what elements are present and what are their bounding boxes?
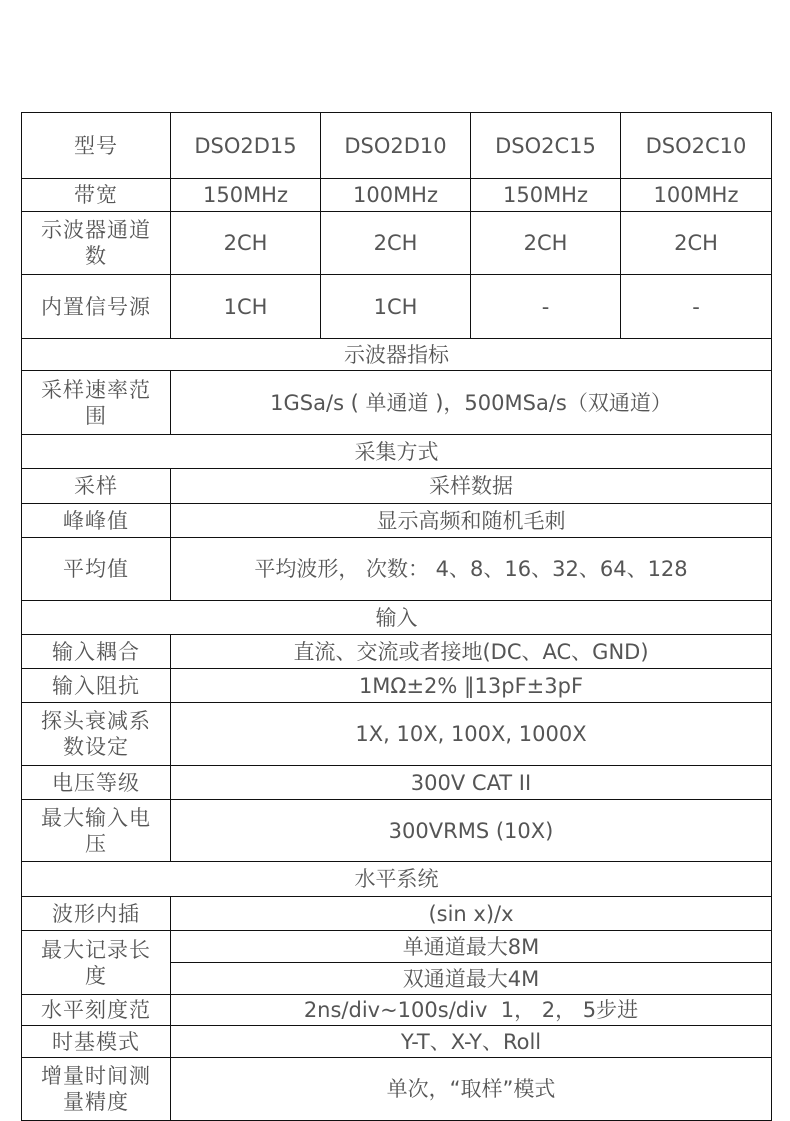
cell: 1GSa/s ( 单通道 )，500MSa/s（双通道）	[171, 371, 772, 435]
cell: 2CH	[171, 212, 321, 275]
cell: 单通道最大8M	[171, 931, 772, 963]
cell: 150MHz	[471, 179, 621, 212]
cell: 直流、交流或者接地(DC、AC、GND)	[171, 635, 772, 669]
cell: -	[471, 275, 621, 339]
table-row	[22, 371, 772, 435]
model-header: 型号	[22, 113, 171, 179]
table-row	[22, 897, 772, 931]
row-label: 增量时间测量精度	[22, 1058, 171, 1121]
cell: 采样数据	[171, 469, 772, 504]
table-row	[22, 469, 772, 504]
row-label: 带宽	[22, 179, 171, 212]
cell: 300V CAT II	[171, 766, 772, 800]
row-label: 最大输入电压	[22, 800, 171, 862]
cell: 双通道最大4M	[171, 963, 772, 995]
cell: 2CH	[321, 212, 471, 275]
section-title: 输入	[22, 601, 772, 635]
row-label: 峰峰值	[22, 504, 171, 538]
cell: 2CH	[471, 212, 621, 275]
row-label: 时基模式	[22, 1026, 171, 1058]
cell: -	[621, 275, 772, 339]
cell: 单次，“取样”模式	[171, 1058, 772, 1121]
cell: 1CH	[171, 275, 321, 339]
cell: (sin x)/x	[171, 897, 772, 931]
cell: Y-T、X-Y、Roll	[171, 1026, 772, 1058]
table-row	[22, 703, 772, 766]
cell: 100MHz	[321, 179, 471, 212]
row-label: 探头衰减系数设定	[22, 703, 171, 766]
model-name: DSO2D10	[321, 113, 471, 179]
row-label: 电压等级	[22, 766, 171, 800]
row-label: 波形内插	[22, 897, 171, 931]
row-label: 采样速率范围	[22, 371, 171, 435]
cell: 2ns/div~100s/div 1， 2， 5步进	[171, 995, 772, 1026]
row-label: 采样	[22, 469, 171, 504]
row-label: 输入耦合	[22, 635, 171, 669]
table-row	[22, 635, 772, 669]
row-label: 输入阻抗	[22, 669, 171, 703]
table-row	[22, 538, 772, 601]
table-row	[22, 1058, 772, 1121]
section-title: 示波器指标	[22, 339, 772, 371]
table-row	[22, 212, 772, 275]
table-row	[22, 669, 772, 703]
cell: 1MΩ±2% ‖13pF±3pF	[171, 669, 772, 703]
section-title: 水平系统	[22, 862, 772, 897]
cell: 平均波形， 次数： 4、8、16、32、64、128	[171, 538, 772, 601]
table-header-row	[22, 113, 772, 179]
cell: 300VRMS (10X)	[171, 800, 772, 862]
model-name: DSO2D15	[171, 113, 321, 179]
row-label: 最大记录长度	[22, 931, 171, 995]
table-row	[22, 800, 772, 862]
cell: 显示高频和随机毛刺	[171, 504, 772, 538]
row-label: 平均值	[22, 538, 171, 601]
cell: 150MHz	[171, 179, 321, 212]
table-row	[22, 504, 772, 538]
cell: 1X, 10X, 100X, 1000X	[171, 703, 772, 766]
spec-table	[21, 112, 772, 1121]
row-label: 水平刻度范	[22, 995, 171, 1026]
cell: 1CH	[321, 275, 471, 339]
section-title: 采集方式	[22, 435, 772, 469]
model-name: DSO2C10	[621, 113, 772, 179]
table-row	[22, 931, 772, 963]
table-row	[22, 1026, 772, 1058]
row-label: 内置信号源	[22, 275, 171, 339]
model-name: DSO2C15	[471, 113, 621, 179]
table-row	[22, 179, 772, 212]
cell: 2CH	[621, 212, 772, 275]
row-label: 示波器通道数	[22, 212, 171, 275]
cell: 100MHz	[621, 179, 772, 212]
table-row	[22, 995, 772, 1026]
table-row	[22, 275, 772, 339]
table-row	[22, 766, 772, 800]
